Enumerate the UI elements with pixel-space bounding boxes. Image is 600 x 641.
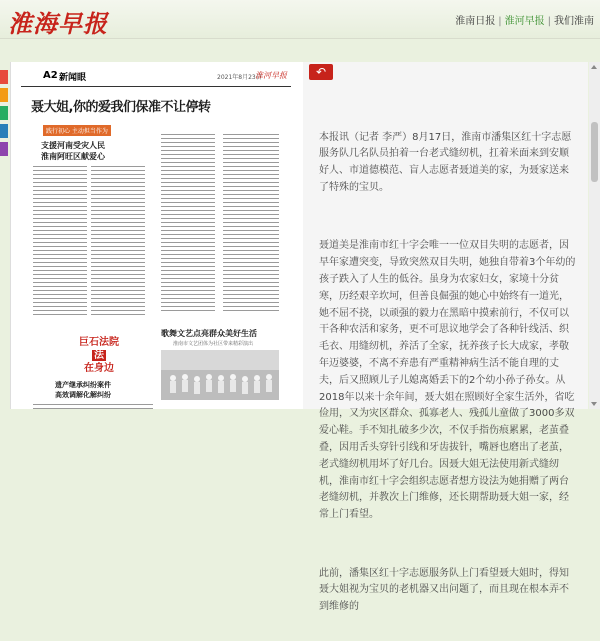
red-tag: 践行初心 主动担当作为 [43,125,111,136]
article-paragraph-3: 此前，潘集区红十字志愿服务队上门看望聂大姐时，得知聂大姐视为宝贝的老机器又出问题了，而且现在根本弄不到维修的 [319,567,569,613]
nav-link-huainan-daily[interactable]: 淮南日报 [455,16,496,27]
law-label-3: 在身边 [84,363,114,374]
law-label-2: 法 [94,350,104,361]
newspaper-page-image[interactable] [10,62,304,409]
nav-link-huaihe-morning[interactable]: 淮河早报 [504,16,545,27]
side-tools [0,70,8,160]
side-tool-5[interactable] [0,142,8,156]
article-paragraph-2: 聂道美是淮南市红十字会唯一一位双目失明的志愿者，因早年家遭突变，导致突然双目失明，她独自带着3个年幼的孩子跌入了人生的低谷。虽身为农家妇女，家境十分贫寒，历经艰辛坎坷，但善良倔强的她心中始终有一道光，她不屈不挠，以顽强的毅力在黑暗中摸索前行，不仅可以干各种农活和家务，更不可思议地学会了各种针线活、织毛衣、用缝纫机，养活了全家，抚养孩子长大成家，孝敬年迈婆婆，不离不弃患有严重精神病生活不能自理的丈夫，后又照顾儿子儿媳离婚丢下的2个幼小孙子孙女。从2018年以来十余年间，聂大姐在照顾好全家生活外，省吃俭用，又为灾区群众、孤寡老人、残孤儿童做了3000多双爱心鞋。手不知扎破多少次，不仅手指伤痕累累，老茧叠叠，因用舌头穿针引线和牙齿拔针，嘴唇也磨出了老茧，老式缝纫机用坏了好几台。因聂大姐无法使用新式缝纫机，淮南市红十字会组织志愿者想方设法为她捐赠了两台老缝纫机，并教次上门维修，还长期帮助聂大姐一家，经常上门看望。 [319,240,576,521]
page-brand: 淮河早报 [255,71,287,80]
lower-left-title: 遗产继承纠纷案件 高效调解化解纠纷 [55,381,111,399]
back-arrow-button[interactable] [309,64,333,80]
page-date: 2021年8月23日 [217,74,262,81]
site-header [0,0,600,39]
page-number: A2 [43,70,58,81]
nav-link-women-huainan[interactable]: 我们淮南 [554,16,594,27]
lower-right-title: 歌舞文艺点亮群众美好生活 [161,329,257,338]
section-name: 新闻眼 [59,73,87,83]
text-column [161,134,215,314]
lower-right-sub: 淮南市文艺团体为社区带来精彩演出 [173,341,254,347]
law-section-title [69,336,129,375]
text-column [223,134,279,314]
text-column [91,166,145,316]
side-tool-1[interactable] [0,70,8,84]
side-tool-3[interactable] [0,106,8,120]
text-column [33,404,153,409]
nav-separator: | [547,16,551,27]
performance-photo [161,350,279,400]
side-tool-4[interactable] [0,124,8,138]
nav-separator: | [498,16,502,27]
text-column [33,166,87,316]
article-paragraph-1: 本报讯（记者 李严）8月17日，淮南市潘集区红十字志愿服务队几名队员拍着一台老式缝纫机，扛着米面来到安顺好人、市道德模范、盲人志愿者聂道美的家，为聂家送来了特殊的宝贝。 [319,131,572,193]
page-header [21,70,291,87]
site-logo[interactable]: 淮海早报 [8,9,108,38]
scrollbar[interactable] [589,62,600,409]
article-body [319,96,577,641]
scroll-down-icon[interactable] [591,402,597,406]
scrollbar-thumb[interactable] [591,122,598,182]
page-headline: 聂大姐,你的爱我们保准不让停转 [31,100,211,115]
back-arrow-icon: ↶ [315,65,327,79]
scroll-up-icon[interactable] [591,65,597,69]
top-nav [455,12,594,27]
side-tool-2[interactable] [0,88,8,102]
law-label-1: 巨石法院 [79,337,119,348]
sub-headline: 支援河南受灾人民 淮南阿旺区献爱心 [41,141,105,161]
